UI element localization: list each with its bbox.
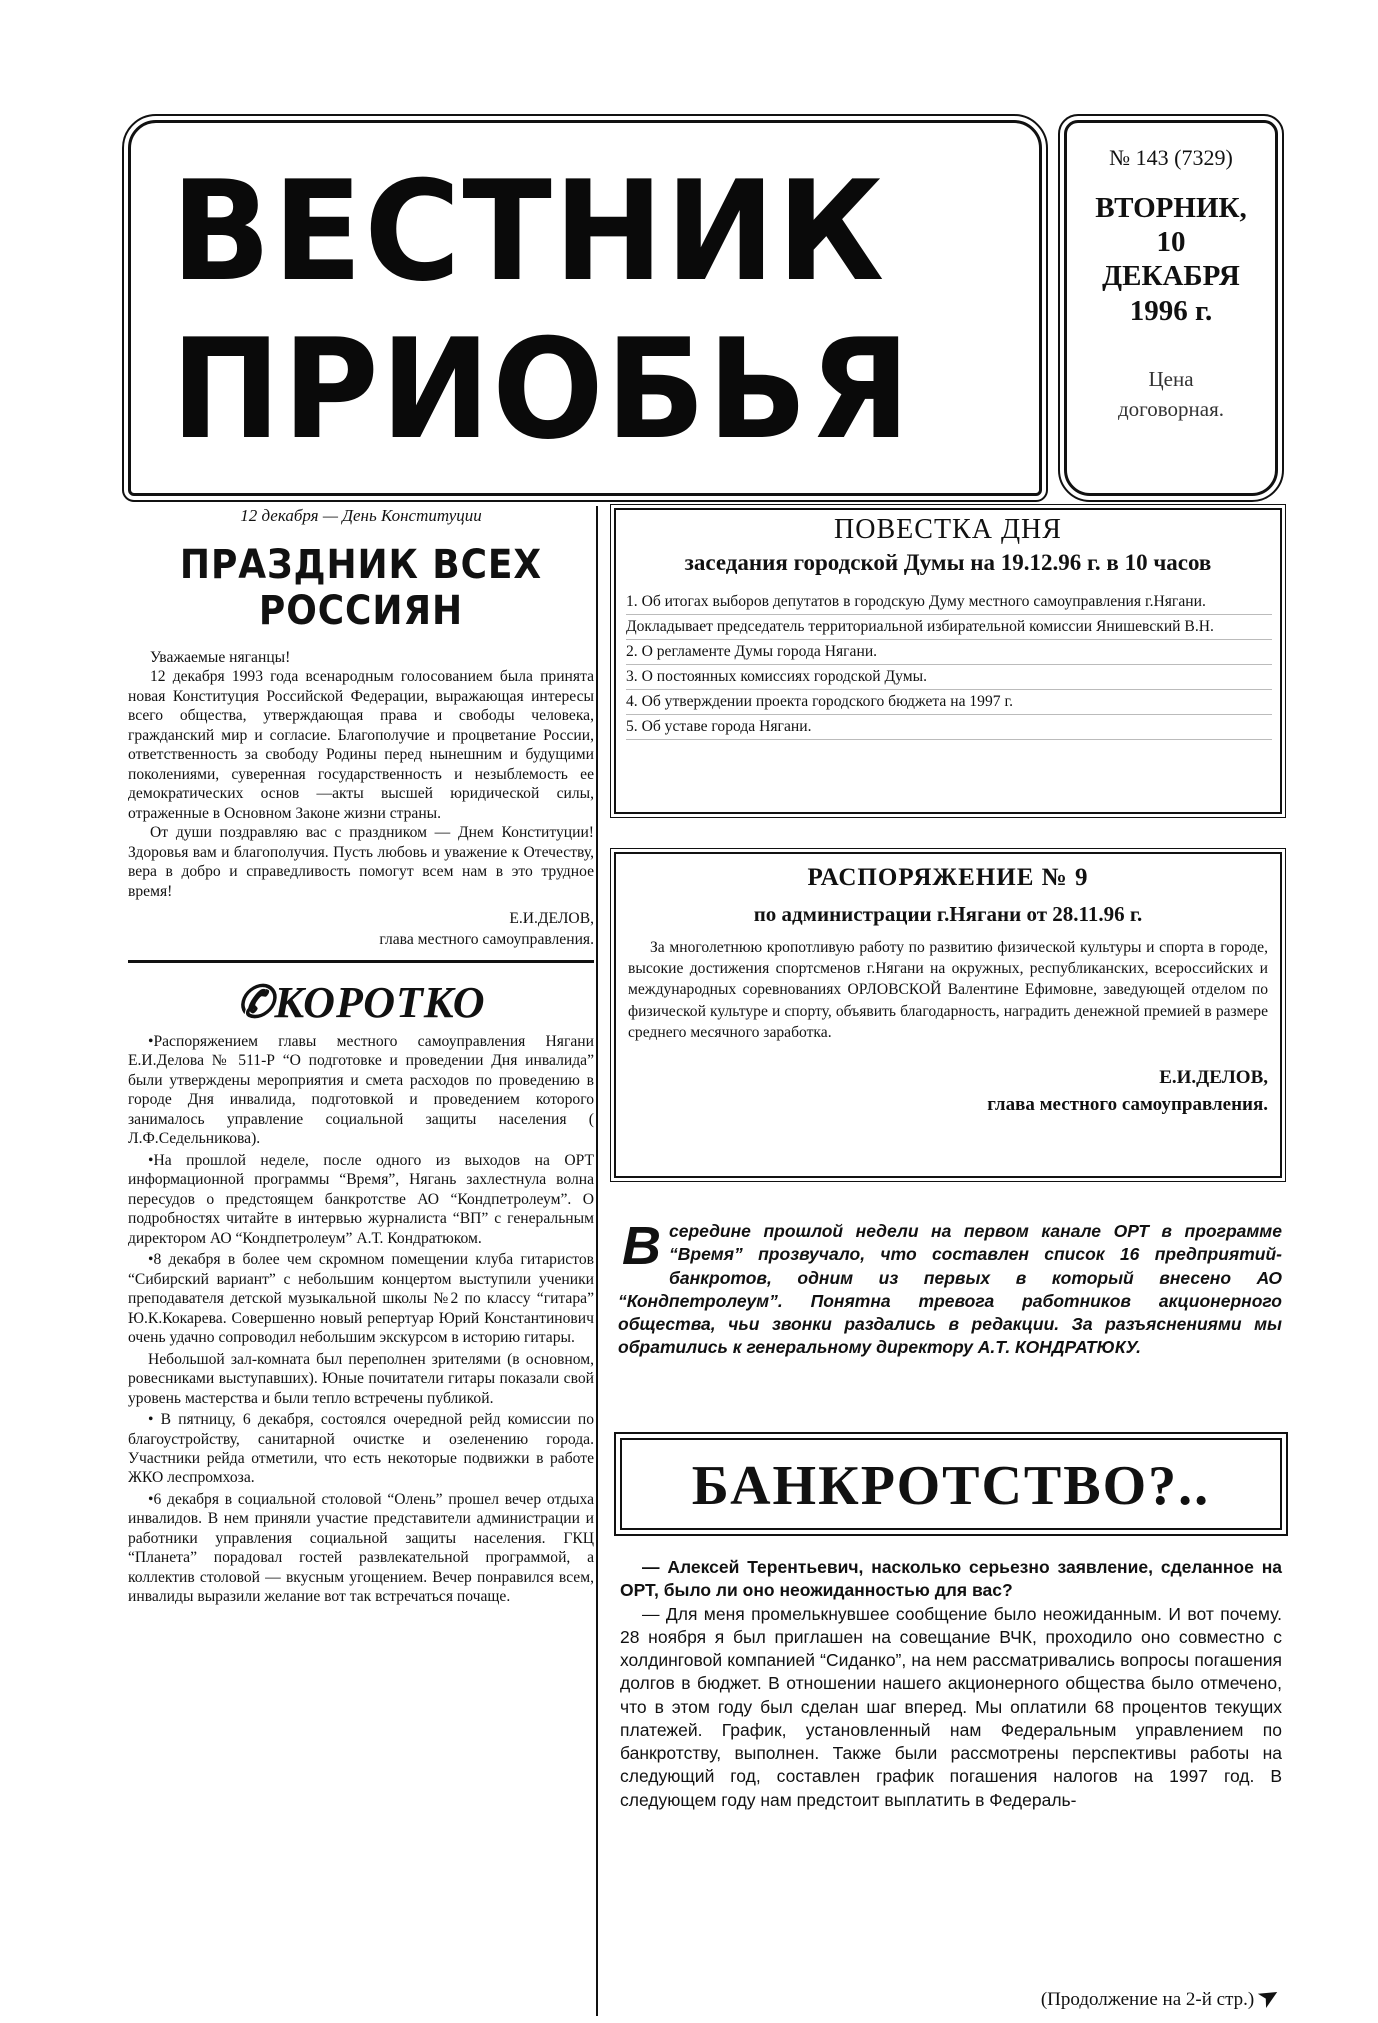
issue-weekday: ВТОРНИК,: [1095, 192, 1247, 224]
order-signature: [616, 1065, 1268, 1118]
agenda-item: Докладывает председатель территориальной избирательной комиссии Янишевский В.Н.: [626, 615, 1272, 640]
article-kicker: 12 декабря — День Конституции: [240, 506, 482, 525]
agenda-title: ПОВЕСТКА ДНЯ: [834, 514, 1062, 545]
issue-year: 1996 г.: [1129, 294, 1213, 327]
agenda-item: 4. Об утверждении проекта городского бюджета на 1997 г.: [626, 690, 1272, 715]
issue-month: ДЕКАБРЯ: [1102, 260, 1240, 293]
agenda-box: [614, 508, 1282, 814]
order-signature-name: Е.И.ДЕЛОВ,: [1159, 1067, 1268, 1089]
agenda-item: 2. О регламенте Думы города Нягани.: [626, 640, 1272, 665]
agenda-item: 1. Об итогах выборов депутатов в городскую Думу местного самоуправления г.Нягани.: [626, 590, 1272, 615]
signature-name: Е.И.ДЕЛОВ,: [509, 910, 594, 928]
price-line1: Цена: [1148, 366, 1194, 391]
signature-title: глава местного самоуправления.: [379, 930, 594, 948]
brief-item: •Распоряжением главы местного самоуправления Нягани Е.И.Делова № 511-Р “О подготовке и проведении Дня инвалида” были утверждены мероприятия и смета расходов по проведению в городе Дня инвалида, подготовкой и проведением которого занималось управление социальной защиты населения ( Л.Ф.Седельникова).: [128, 1032, 594, 1148]
order-signature-title: глава местного самоуправления.: [987, 1093, 1268, 1115]
left-column: [128, 506, 594, 1609]
article-headline: ПРАЗДНИК ВСЕХ РОССИЯН: [179, 542, 543, 634]
article-signature: [128, 909, 594, 950]
order-box: [614, 852, 1282, 1178]
interview-headline: БАНКРОТСТВО?..: [620, 1438, 1282, 1530]
brief-item: Небольшой зал-комната был переполнен зрителями (в основном, ровесниками выступавших). Юные почитатели гитары показали свой уровень мастерства и были тепло встречены публикой.: [128, 1350, 594, 1407]
order-subtitle: по администрации г.Нягани от 28.11.96 г.: [753, 902, 1143, 926]
brief-item: •8 декабря в более чем скромном помещении клуба гитаристов “Сибирский вариант” с небольшим концертом выступили ученики преподавателя детской музыкальной школы №2 по классу “гитара” Ю.К.Кокарева. Совершенно новый репертуар Юрий Константинович очень удачно сопроводил небольшим экскурсом в историю гитары.: [128, 1251, 594, 1347]
agenda-list: [626, 590, 1272, 740]
issue-price: [1067, 364, 1275, 425]
order-title: РАСПОРЯЖЕНИЕ № 9: [807, 864, 1089, 891]
agenda-item: 5. Об уставе города Нягани.: [626, 715, 1272, 740]
article-paragraph-2: От души поздравляю вас с праздником — Днем Конституции! Здоровья вам и благополучия. Пусть любовь и уважение к Отечеству, вера в добро и справедливость помогут всем нам в это трудное время!: [128, 824, 594, 900]
section-divider: [128, 960, 594, 963]
continued-text: (Продолжение на 2-й стр.): [1040, 1989, 1255, 2010]
article-paragraph-1: 12 декабря 1993 года всенародным голосованием была принята новая Конституция Российской Федерации, выражающая интересы всего общества, утверждающая права и свободы человека, гражданский мир и согласие. Благополучие и процветание России, ответственность за свободу Родины перед нынешним и будущими поколениями, суверенная государственность и незыблемость ее демократических основ —акты высшей юридической силы, отраженные в Основном Законе жизни страны.: [128, 668, 594, 822]
article-greeting: Уважаемые няганцы!: [150, 649, 291, 666]
issue-info-box: [1064, 120, 1278, 496]
column-divider: [596, 506, 598, 2016]
brief-item: •6 декабря в социальной столовой “Олень” прошел вечер отдыха инвалидов. В нем приняли участие представители администрации и работники управления социальной защиты населения. ГКЦ “Планета” порадовал гостей развлекательной программой, а коллектив столовой — вкусным угощением. Вечер понравился всем, инвалиды выразили желание вот так встречаться почаще.: [128, 1490, 594, 1606]
issue-number: № 143 (7329): [1109, 145, 1233, 170]
agenda-item: 3. О постоянных комиссиях городской Думы.: [626, 665, 1272, 690]
interview-answer: — Для меня промелькнувшее сообщение было неожиданным. И вот почему. 28 ноября я был приглашен на совещание ВЧК, проходило оно совместно с холдинговой компанией “Сиданко”, на нем рассматривались вопросы погашения долгов в бюджет. В отношении нашего акционерного общества было отмечено, что в этом году был сделан шаг вперед. Мы оплатили 68 процентов текущих платежей. График, установленный нам Федеральным управлением по банкротству, выполнен. Также были рассмотрены перспективы работы на следующий год, составлен график погашения налогов на 1997 год. В следующем году нам предстоит выплатить в Федераль-: [620, 1603, 1282, 1810]
masthead-title-line2: ПРИОБЬЯ: [171, 309, 913, 470]
interview-question: — Алексей Терентьевич, насколько серьезно заявление, сделанное на ОРТ, было ли оно неожиданностью для вас?: [620, 1557, 1282, 1601]
masthead-title-line1: ВЕСТНИК: [171, 151, 887, 312]
agenda-subtitle: заседания городской Думы на 19.12.96 г. в 10 часов: [684, 550, 1212, 575]
brief-item: • В пятницу, 6 декабря, состоялся очередной рейд комиссии по благоустройству, санитарной очистке и озеленению города. Участники рейда отметили, что есть некоторые подвижки в работе ЖКО леспромхоза.: [128, 1411, 594, 1487]
issue-day-number: 10: [1156, 226, 1186, 259]
lead-dropcap: В: [622, 1216, 661, 1276]
continued-note: [960, 1978, 1286, 2015]
price-line2: договорная.: [1117, 397, 1224, 422]
pointing-hand-icon: ➤: [1252, 1978, 1286, 2015]
interview-body: [620, 1556, 1282, 1812]
briefs-title: [128, 977, 594, 1028]
issue-date: [1067, 191, 1275, 328]
interview-lead: [618, 1216, 1282, 1360]
masthead-title-box: [128, 120, 1042, 496]
briefs-title-text: КОРОТКО: [274, 977, 486, 1027]
brief-item: •На прошлой неделе, после одного из выходов на ОРТ информационной программы “Время”, Нягань захлестнула волна пересудов о предстоящем банкротстве АО “Кондпетролеум”. О подробностях читайте в интервью журналиста “ВП” с генеральным директором АО “Кондпетролеум” А.Т. Кондратюком.: [128, 1151, 594, 1247]
order-body: За многолетнюю кропотливую работу по развитию физической культуры и спорта в городе, высокие достижения спортсменов г.Нягани на окружных, республиканских, всероссийских и международных соревнованиях ОРЛОВСКОЙ Валентине Ефимовне, заведующей отделом по физической культуре и спорту, объявить благодарность, наградить денежной премией в размере среднего месячного заработка.: [628, 939, 1268, 1041]
lead-text: середине прошлой недели на первом канале ОРТ в программе “Время” прозвучало, что составлен список 16 предприятий- банкротов, одним из первых в который внесено АО “Кондпетролеум”. Понятна тревога работников акционерного общества, чьи звонки раздались в редакции. За разъяснениями мы обратились к генеральному директору А.Т. КОНДРАТЮКУ.: [618, 1221, 1282, 1358]
briefs-list: [128, 1032, 594, 1607]
article-body: [128, 648, 594, 901]
briefs-emblem-icon: ✆: [236, 977, 275, 1027]
